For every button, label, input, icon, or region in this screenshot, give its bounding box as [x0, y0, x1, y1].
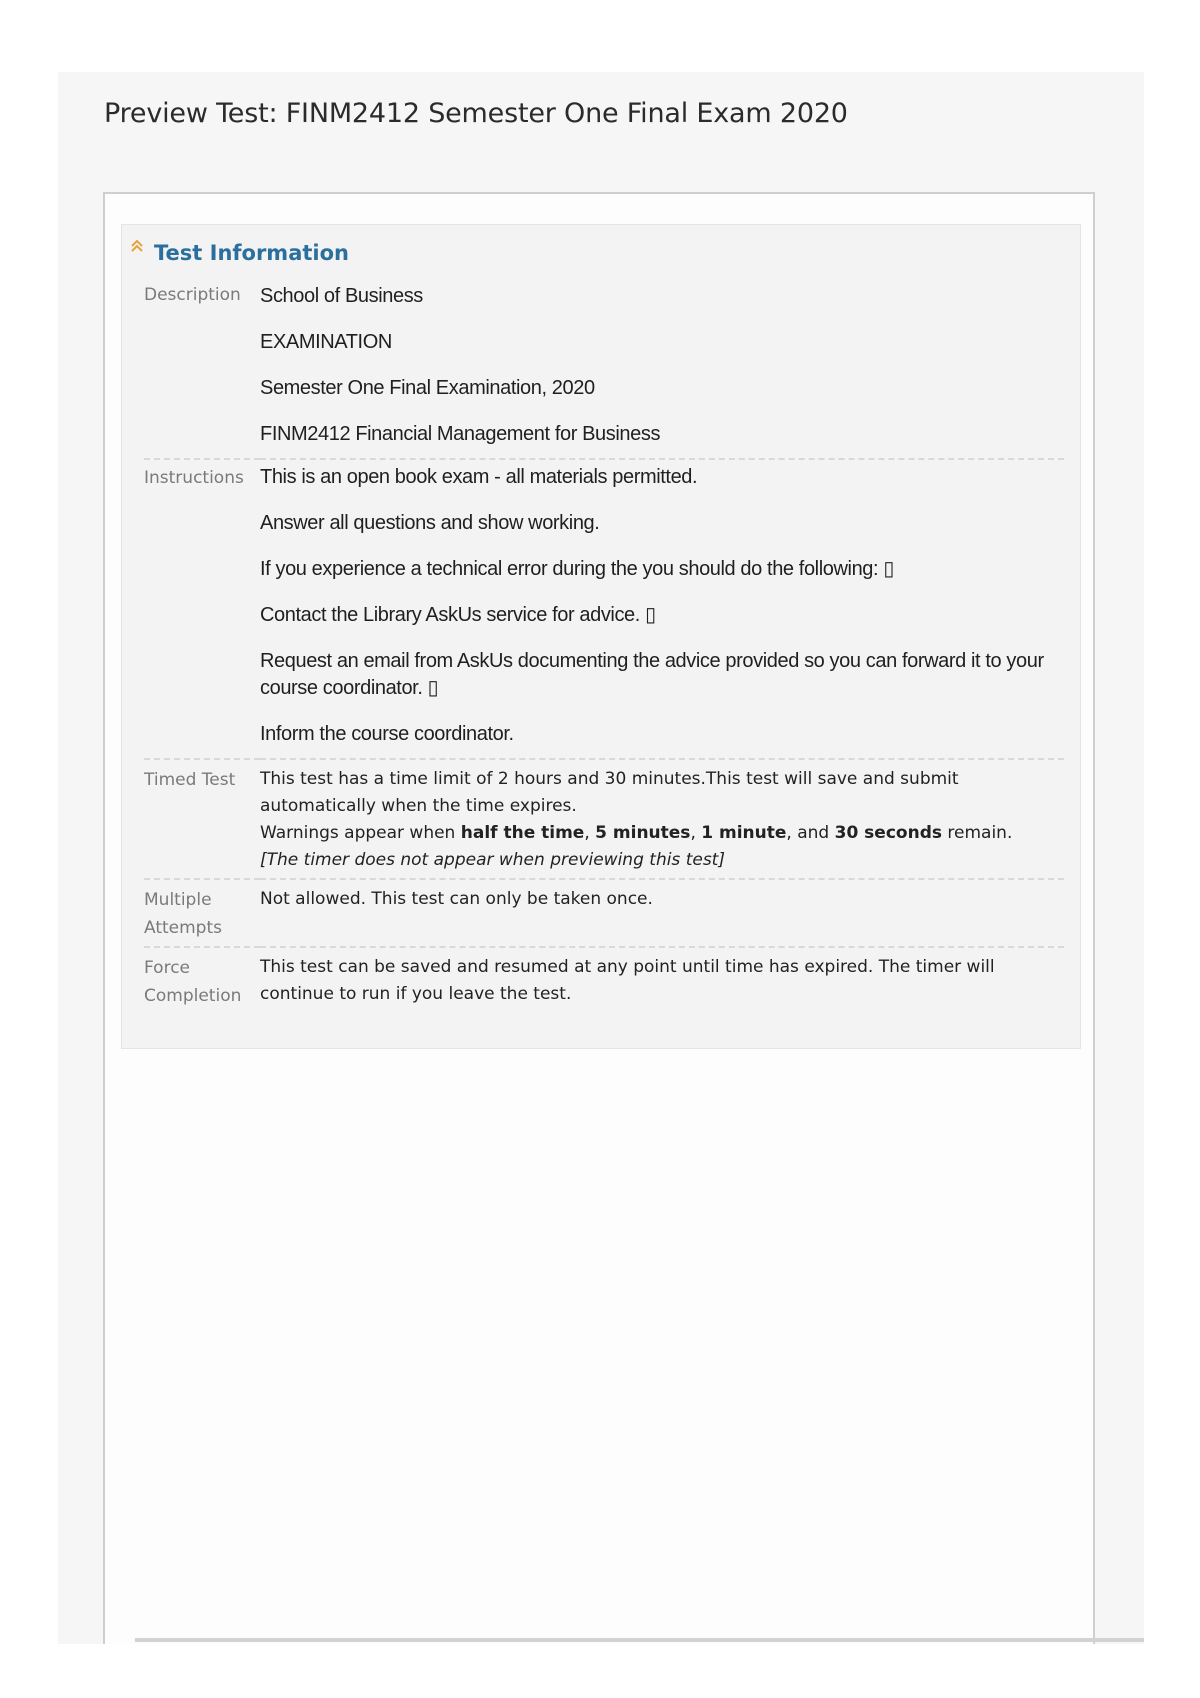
multiple-attempts-text: Not allowed. This test can only be taken once. — [260, 889, 653, 909]
instruction-line: If you experience a technical error during the you should do the following: ▯ — [260, 558, 894, 580]
page-frame — [58, 72, 1144, 1644]
warn-5-minutes: 5 minutes — [595, 823, 691, 843]
warn-prefix: Warnings appear when — [260, 823, 461, 843]
instruction-line: Inform the course coordinator. — [260, 723, 514, 745]
instructions-label: Instructions — [144, 459, 260, 759]
panel-title: Test Information — [154, 241, 349, 265]
description-row — [144, 281, 1064, 459]
force-completion-text: This test can be saved and resumed at any point until time has expired. The timer will continue to run if you leave the test. — [260, 957, 995, 1004]
warnings-text — [260, 820, 1064, 847]
warn-1-minute: 1 minute — [701, 823, 787, 843]
label-line: Force — [144, 958, 190, 978]
timed-test-label: Timed Test — [144, 759, 260, 879]
description-line: EXAMINATION — [260, 331, 392, 353]
label-line: Multiple — [144, 890, 212, 910]
description-value — [260, 281, 1064, 459]
warn-half-time: half the time — [460, 823, 585, 843]
force-completion-value — [260, 947, 1064, 1014]
description-line: FINM2412 Financial Management for Business — [260, 423, 661, 445]
multiple-attempts-label — [144, 879, 260, 947]
timer-note: [The timer does not appear when previewing this test] — [260, 850, 725, 870]
page-title: Preview Test: FINM2412 Semester One Final Exam 2020 — [104, 98, 848, 129]
warn-sep: , and — [786, 823, 835, 843]
label-line: Completion — [144, 986, 242, 1006]
panel-header[interactable] — [130, 237, 349, 265]
warn-30-seconds: 30 seconds — [834, 823, 942, 843]
description-line: Semester One Final Examination, 2020 — [260, 377, 595, 399]
instructions-value — [260, 459, 1064, 759]
instruction-line: Request an email from AskUs documenting the advice provided so you can forward it to your course coordinator. ▯ — [260, 650, 1044, 699]
timed-test-value — [260, 759, 1064, 879]
instructions-row — [144, 459, 1064, 759]
description-line: School of Business — [260, 285, 423, 307]
warn-sep: , — [584, 823, 596, 843]
test-information-panel — [121, 224, 1081, 1049]
force-completion-row — [144, 947, 1064, 1014]
content-box — [103, 192, 1095, 1644]
multiple-attempts-row — [144, 879, 1064, 947]
timed-test-row — [144, 759, 1064, 879]
test-info-table — [144, 281, 1064, 1014]
instruction-line: This is an open book exam - all materials permitted. — [260, 466, 698, 488]
force-completion-label — [144, 947, 260, 1014]
multiple-attempts-value — [260, 879, 1064, 947]
label-line: Attempts — [144, 918, 222, 938]
instruction-line: Answer all questions and show working. — [260, 512, 600, 534]
description-label: Description — [144, 281, 260, 459]
warn-sep: , — [690, 823, 702, 843]
warn-suffix: remain. — [941, 823, 1013, 843]
double-chevron-up-icon[interactable] — [130, 239, 144, 253]
time-limit-text: This test has a time limit of 2 hours and 30 minutes.This test will save and submit automatically when the time expires. — [260, 769, 959, 816]
instruction-line: Contact the Library AskUs service for advice. ▯ — [260, 604, 656, 626]
bottom-scroll-rule — [135, 1638, 1144, 1642]
